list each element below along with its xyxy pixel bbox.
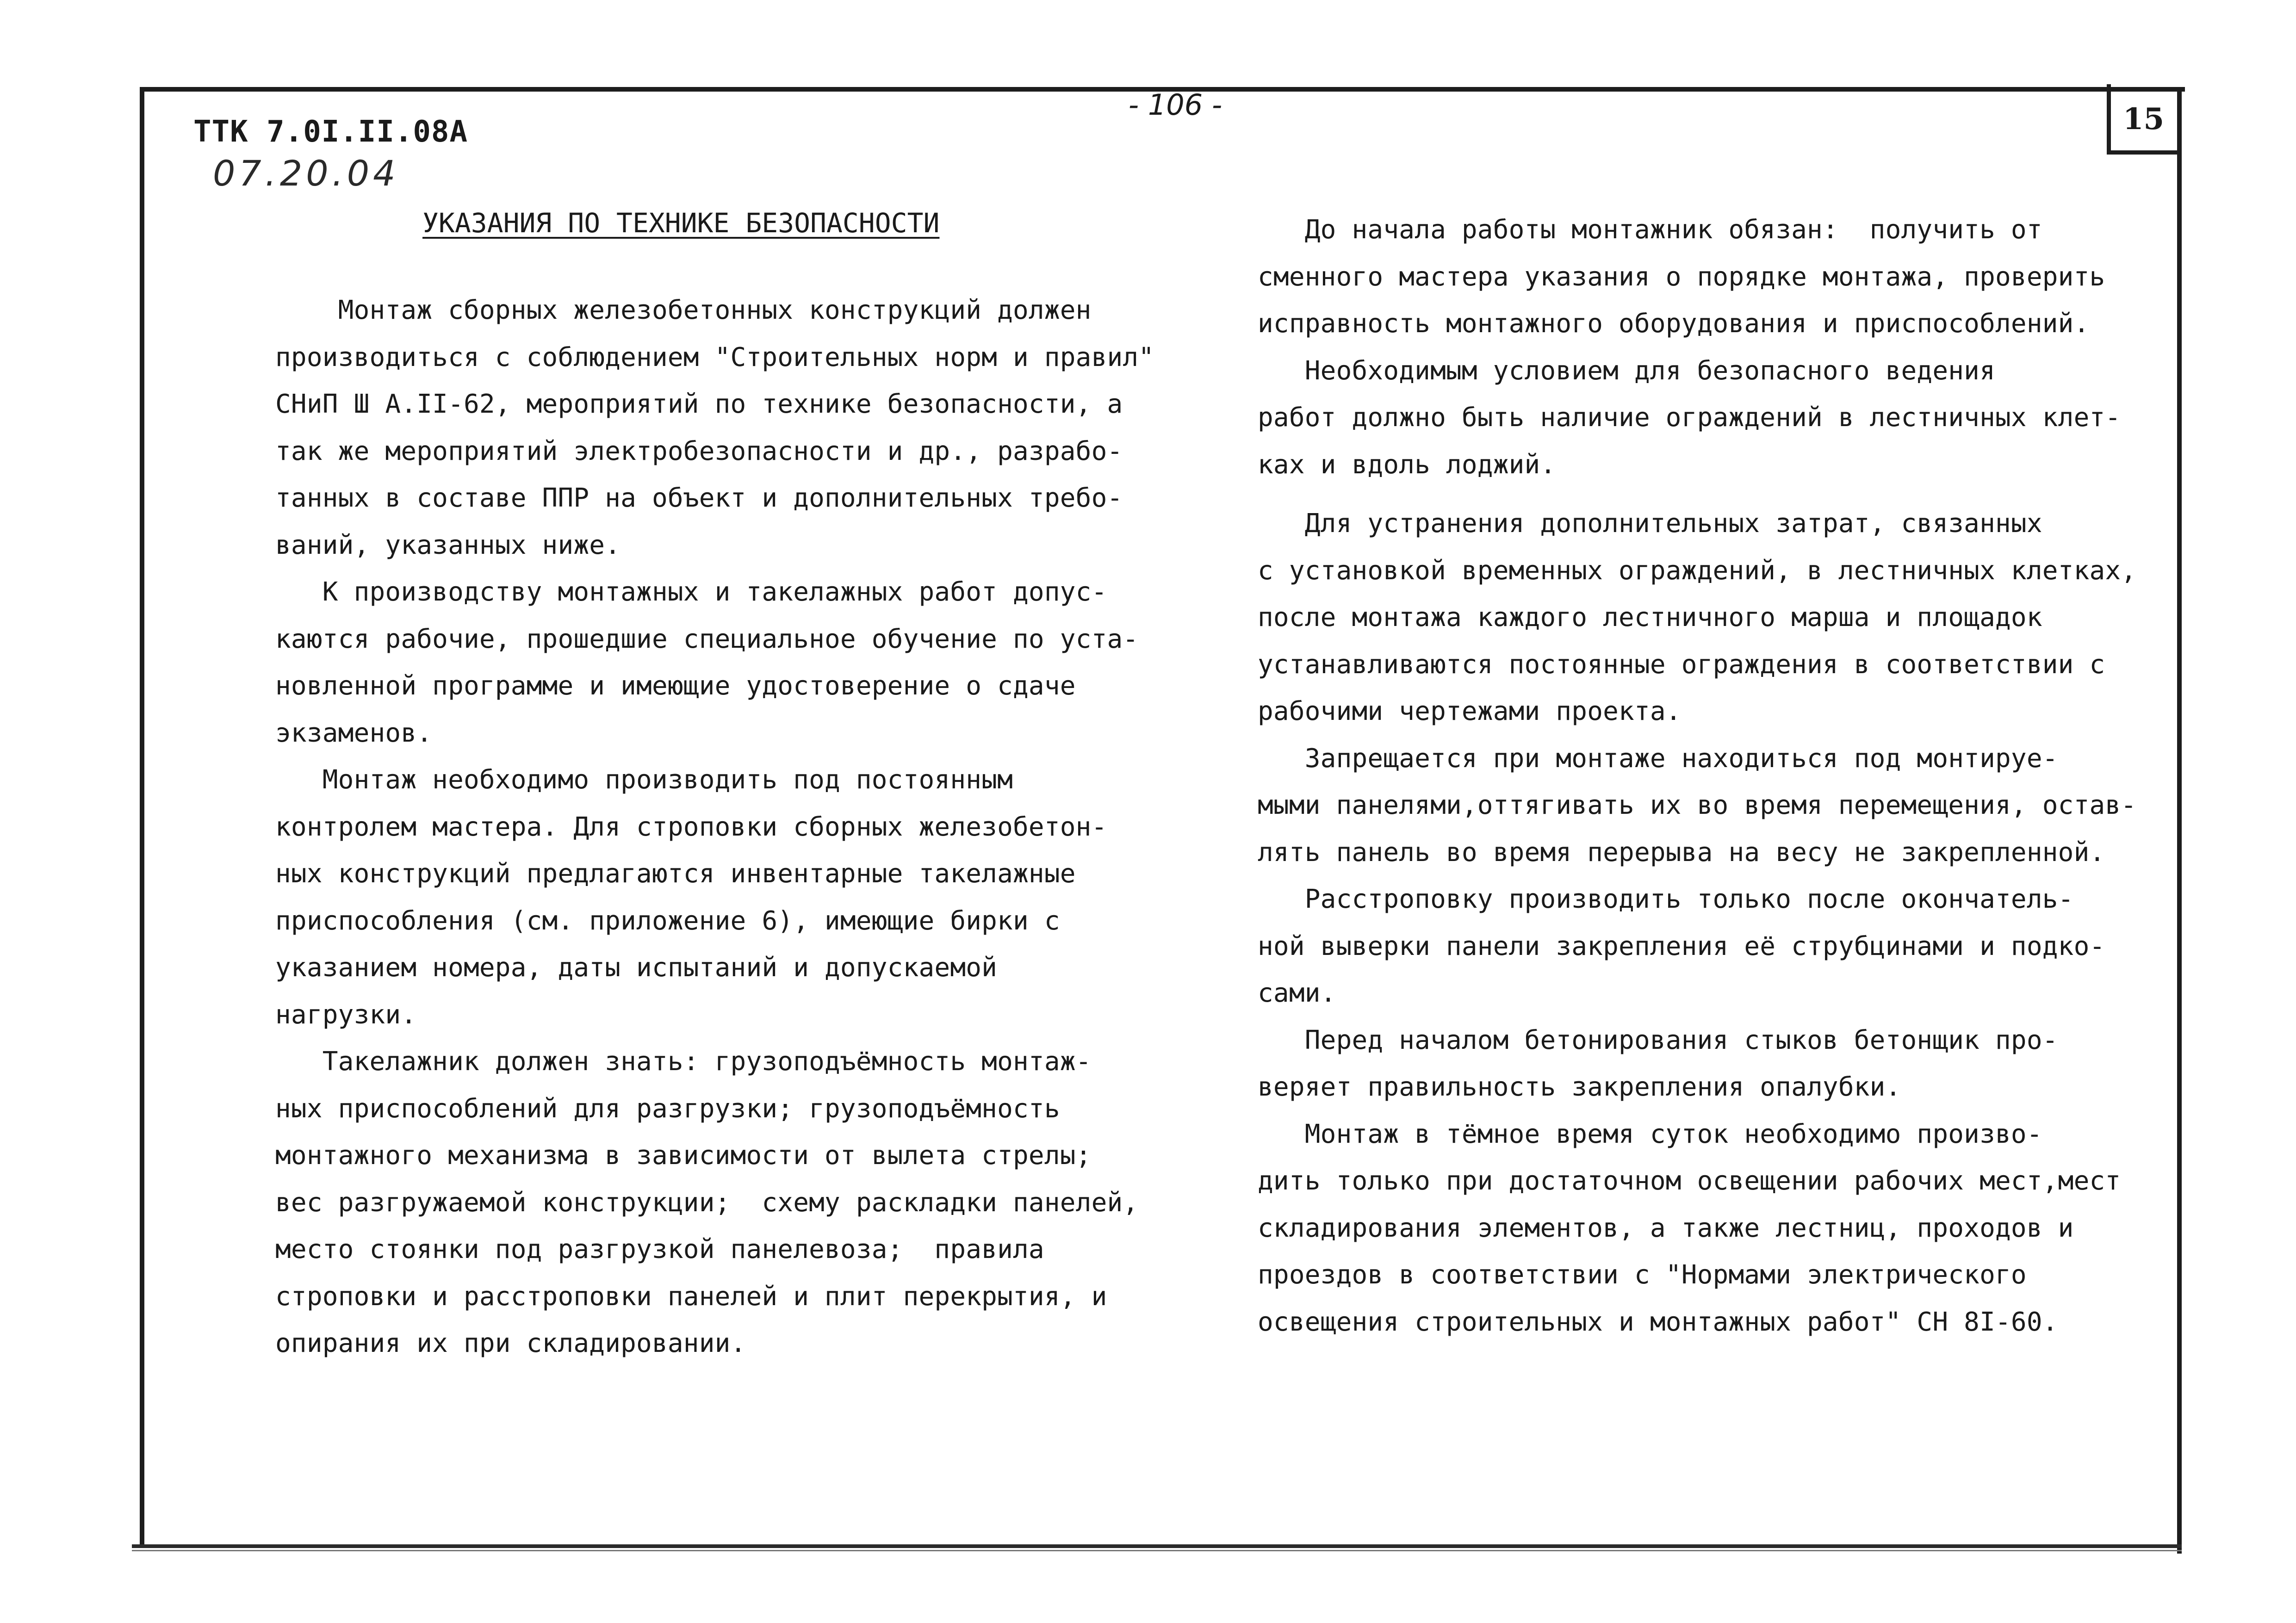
frame-right-border [2177,87,2182,1554]
top-page-number: - 106 - [1128,88,1222,122]
document-code: ТТК 7.0I.II.08А [193,115,468,149]
frame-bottom-border-shadow [132,1550,2182,1551]
paragraph [1258,1111,2137,1346]
text-line: монтажного механизма в зависимости от вылета стрелы; [275,1140,1092,1171]
text-line: производиться с соблюдением "Строительных норм и правил" [275,342,1154,372]
paragraph [1258,206,2137,347]
text-line: каются рабочие, прошедшие специальное обучение по уста- [275,624,1139,654]
text-line: лять панель во время перерыва на весу не закрепленной. [1258,837,2105,867]
left-column [275,287,1154,1367]
text-line: работ должно быть наличие ограждений в лестничных клет- [1258,403,2121,433]
text-line: веряет правильность закрепления опалубки. [1258,1072,1901,1102]
text-line: дить только при достаточном освещении рабочих мест,мест [1258,1166,2121,1196]
text-line: так же мероприятий электробезопасности и др., разрабо- [275,436,1123,466]
text-line: Расстроповку производить только после окончатель- [1258,884,2074,914]
text-line: К производству монтажных и такелажных работ допус- [275,577,1107,607]
text-line: складирования элементов, а также лестниц, проходов и [1258,1213,2074,1243]
section-title: УКАЗАНИЯ ПО ТЕХНИКЕ БЕЗОПАСНОСТИ [422,207,940,239]
paragraph [275,287,1154,569]
text-line: нагрузки. [275,999,417,1030]
text-line: вес разгружаемой конструкции; схему раскладки панелей, [275,1187,1139,1218]
text-line: Перед началом бетонирования стыков бетонщик про- [1258,1025,2058,1055]
frame-left-border [140,87,144,1547]
text-line: строповки и расстроповки панелей и плит перекрытия, и [275,1281,1107,1312]
text-line: новленной программе и имеющие удостоверение о сдаче [275,671,1076,701]
text-line: ках и вдоль лоджий. [1258,449,1556,480]
text-line: опирания их при складировании. [275,1328,746,1358]
text-line: сами. [1258,978,1336,1008]
paragraph [1258,347,2137,489]
right-column [1258,206,2137,1345]
paragraph [1258,1017,2137,1111]
text-line: сменного мастера указания о порядке монтажа, проверить [1258,261,2105,292]
text-line: Запрещается при монтаже находиться под монтируе- [1258,743,2058,774]
page-number: 15 [2122,102,2165,136]
paragraph [275,756,1154,1038]
text-line: Монтаж сборных железобетонных конструкций должен [275,295,1092,325]
text-line: проездов в соответствии с "Нормами электрического [1258,1260,2027,1290]
text-line: Монтаж в тёмное время суток необходимо произво- [1258,1119,2042,1149]
text-line: мыми панелями,оттягивать их во время перемещения, остав- [1258,790,2137,820]
text-line: ных приспособлений для разгрузки; грузоподъёмность [275,1093,1060,1124]
text-line: Монтаж необходимо производить под постоянным [275,765,1013,795]
text-line: рабочими чертежами проекта. [1258,696,1682,726]
paragraph [275,1038,1154,1367]
text-line: танных в составе ППР на объект и дополнительных требо- [275,483,1123,513]
text-line: экзаменов. [275,718,433,748]
text-line: место стоянки под разгрузкой панелевоза; правила [275,1234,1044,1264]
text-line: приспособления (см. приложение 6), имеющие бирки с [275,905,1060,936]
paragraph [1258,876,2137,1017]
text-line: освещения строительных и монтажных работ" СН 8I-60. [1258,1307,2058,1337]
text-line: после монтажа каждого лестничного марша и площадок [1258,602,2042,632]
paragraph [1258,735,2137,876]
paragraph [275,569,1154,756]
text-line: ных конструкций предлагаются инвентарные такелажные [275,859,1076,889]
text-line: устанавливаются постоянные ограждения в соответствии с [1258,649,2105,680]
text-line: ной выверки панели закрепления её струбцинами и подко- [1258,931,2105,961]
text-line: Необходимым условием для безопасного ведения [1258,355,1995,386]
text-line: СНиП Ш А.II-62, мероприятий по технике безопасности, а [275,389,1123,419]
handwritten-date: 07.20.04 [213,153,399,194]
text-line: контролем мастера. Для строповки сборных железобетон- [275,812,1107,842]
text-line: с установкой временных ограждений, в лестничных клетках, [1258,555,2137,586]
frame-bottom-border [132,1544,2182,1548]
text-line: Для устранения дополнительных затрат, связанных [1258,508,2042,539]
text-line: Такелажник должен знать: грузоподъёмность монтаж- [275,1047,1092,1077]
text-line: До начала работы монтажник обязан: получить от [1258,215,2042,245]
text-line: ваний, указанных ниже. [275,530,621,560]
paragraph [1258,500,2137,735]
text-line: указанием номера, даты испытаний и допускаемой [275,953,998,983]
text-line: исправность монтажного оборудования и приспособлений. [1258,309,2090,339]
